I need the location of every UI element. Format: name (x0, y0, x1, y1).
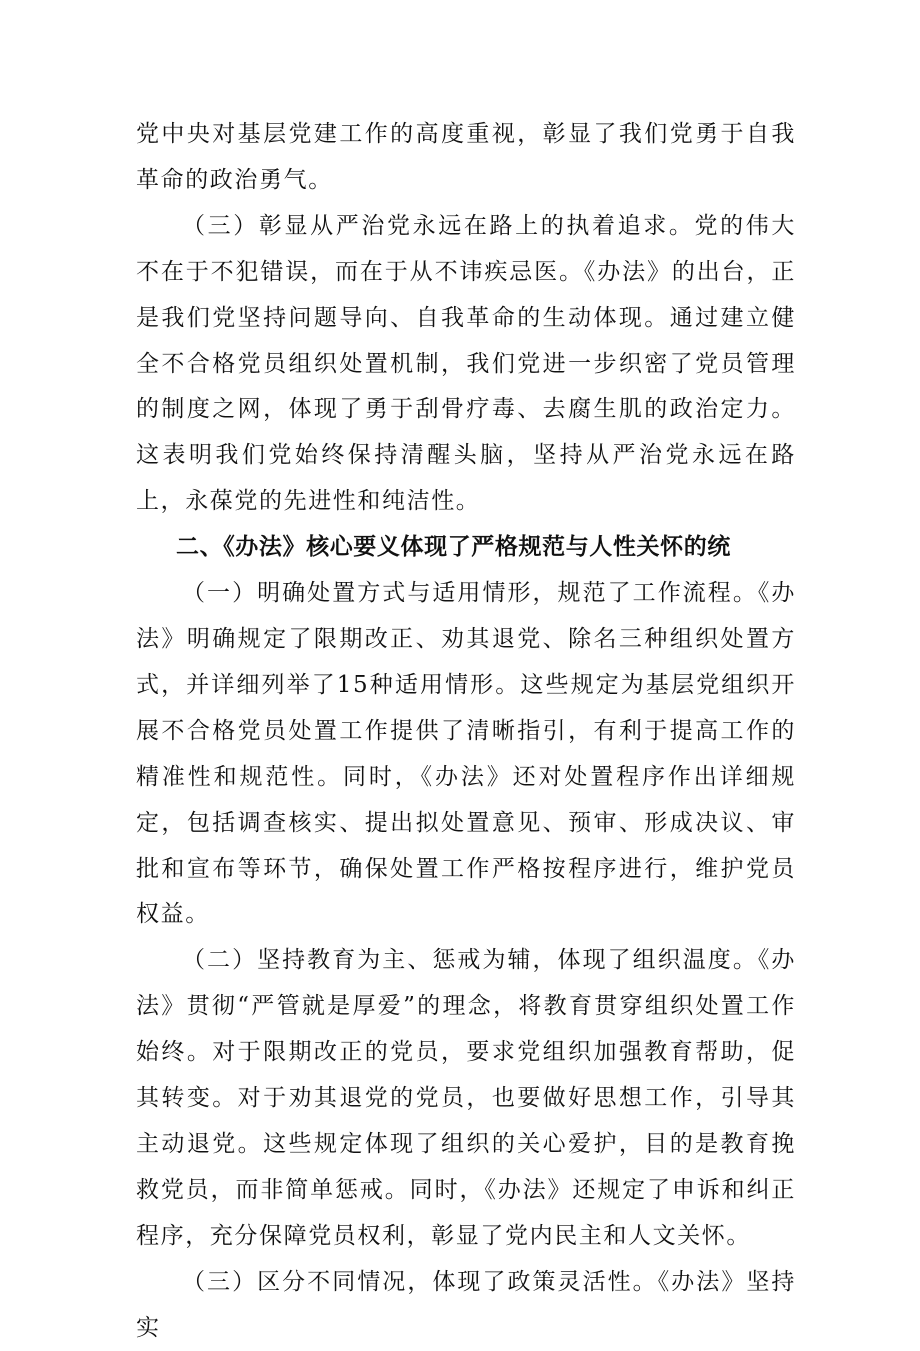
paragraph-section-1-3: （三）彰显从严治党永远在路上的执着追求。党的伟大不在于不犯错误，而在于从不讳疾忌医。《办法》的出台，正是我们党坚持问题导向、自我革命的生动体现。通过建立健全不合格党员组织处置机制，我们党进一步织密了党员管理的制度之网，体现了勇于刮骨疗毒、去腐生肌的政治定力。这表明我们党始终保持清醒头脑，坚持从严治党永远在路上，永葆党的先进性和纯洁性。 (136, 212, 796, 515)
paragraph-continuation: 党中央对基层党建工作的高度重视，彰显了我们党勇于自我革命的政治勇气。 (136, 121, 796, 193)
paragraph-section-2-3: （三）区分不同情况，体现了政策灵活性。《办法》坚持实 (136, 1268, 796, 1341)
document-body (136, 112, 796, 1351)
paragraph-section-2-1: （一）明确处置方式与适用情形，规范了工作流程。《办法》明确规定了限期改正、劝其退党、除名三种组织处置方式，并详细列举了15种适用情形。这些规定为基层党组织开展不合格党员处置工作提供了清晰指引，有利于提高工作的精准性和规范性。同时，《办法》还对处置程序作出详细规定，包括调查核实、提出拟处置意见、预审、形成决议、审批和宣布等环节，确保处置工作严格按程序进行，维护党员权益。 (136, 580, 796, 928)
paragraph-section-2-2: （二）坚持教育为主、惩戒为辅，体现了组织温度。《办法》贯彻“严管就是厚爱”的理念，将教育贯穿组织处置工作始终。对于限期改正的党员，要求党组织加强教育帮助，促其转变。对于劝其退党的党员，也要做好思想工作，引导其主动退党。这些规定体现了组织的关心爱护，目的是教育挽救党员，而非简单惩戒。同时，《办法》还规定了申诉和纠正程序，充分保障党员权利，彰显了党内民主和人文关怀。 (136, 947, 796, 1249)
section-heading-2: 二、《办法》核心要义体现了严格规范与人性关怀的统 (176, 534, 731, 561)
